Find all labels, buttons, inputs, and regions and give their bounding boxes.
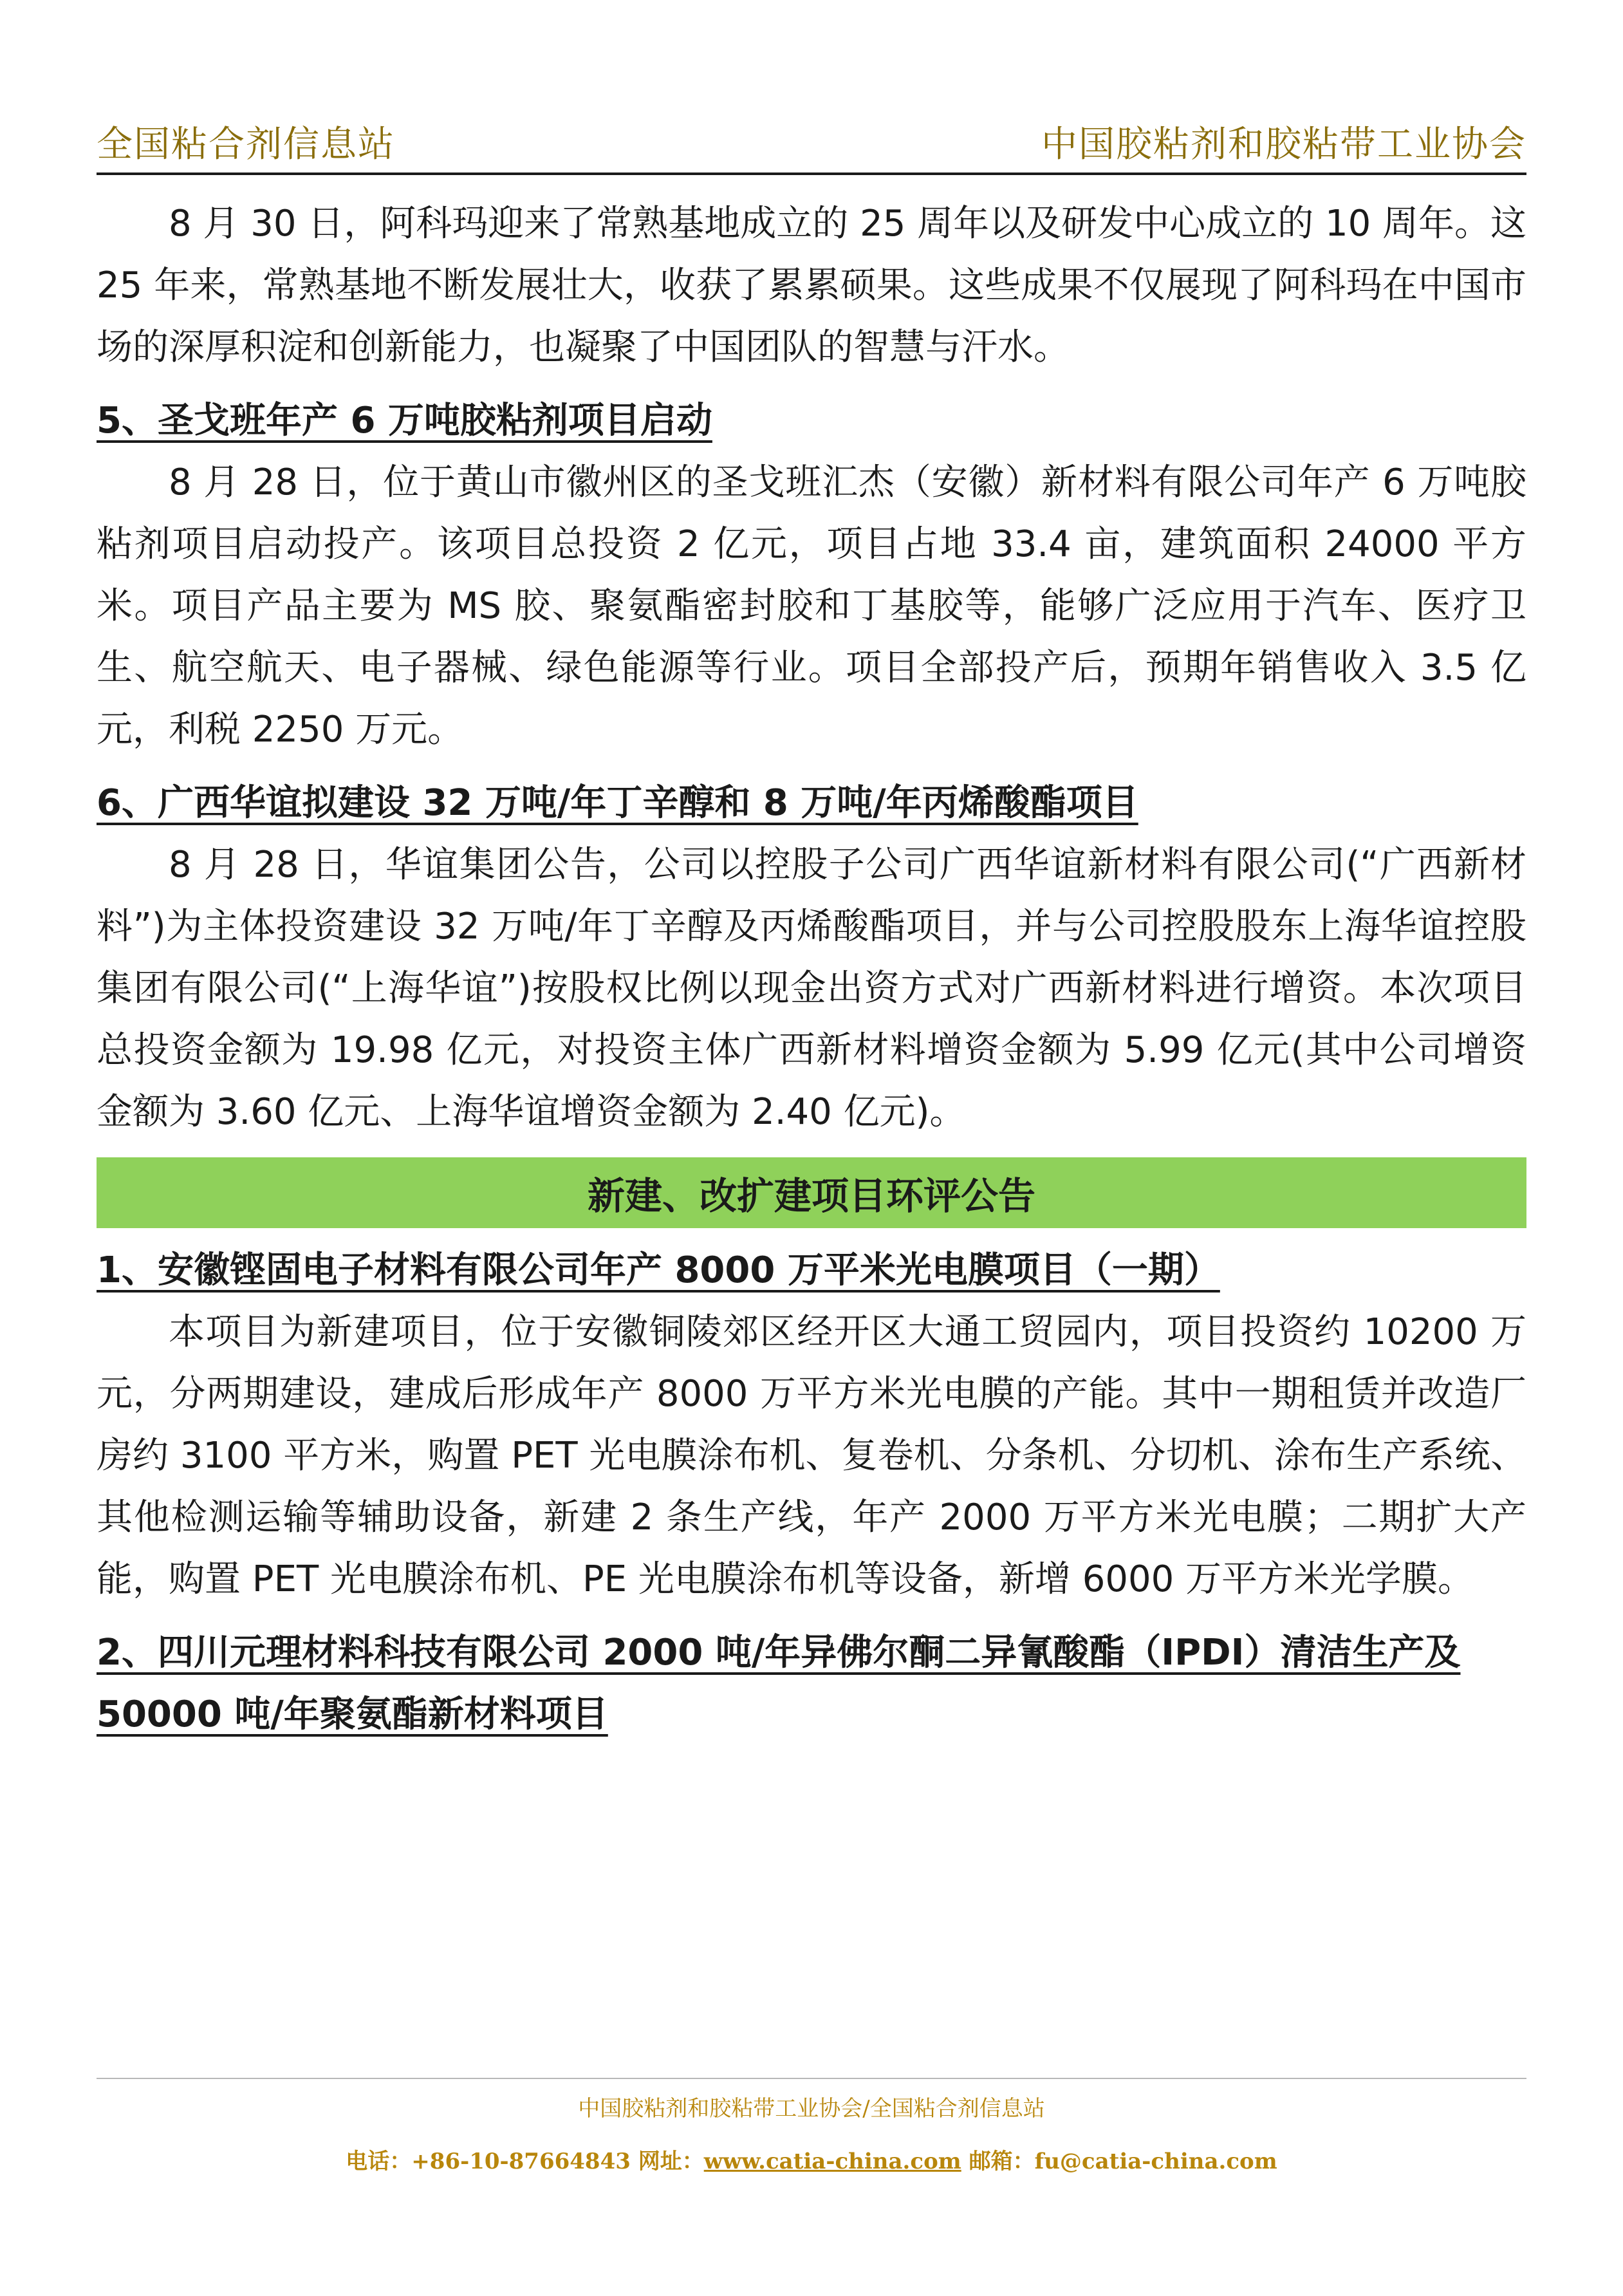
footer-organization: 中国胶粘剂和胶粘带工业协会/全国粘合剂信息站: [578, 2096, 1045, 2122]
footer-contact: [0, 2143, 1623, 2175]
main-content: [97, 193, 1526, 1746]
footer-website-link[interactable]: www.catia-china.com: [703, 2149, 961, 2174]
footer-divider: [97, 2078, 1526, 2079]
eia1-body: 本项目为新建项目，位于安徽铜陵郊区经开区大通工贸园内，项目投资约 10200 万元，分两期建设，建成后形成年产 8000 万平方米光电膜的产能。其中一期租赁并改造厂房约 3100 平方米，购置 PET 光电膜涂布机、复卷机、分条机、分切机、涂布生产系统、其他检测运输等辅助设备，新建 2 条生产线，年产 2000 万平方米光电膜；二期扩大产能，购置 PET 光电膜涂布机、PE 光电膜涂布机等设备，新增 6000 万平方米光学膜。: [97, 1311, 1526, 1600]
section5-body: 8 月 28 日，位于黄山市徽州区的圣戈班汇杰（安徽）新材料有限公司年产 6 万吨胶粘剂项目启动投产。该项目总投资 2 亿元，项目占地 33.4 亩，建筑面积 24000 平方米。项目产品主要为 MS 胶、聚氨酯密封胶和丁基胶等，能够广泛应用于汽车、医疗卫生、航空航天、电子器械、绿色能源等行业。项目全部投产后，预期年销售收入 3.5 亿元，利税 2250 万元。: [97, 462, 1526, 751]
section6-heading: [97, 772, 1526, 834]
intro-paragraph: 8 月 30 日，阿科玛迎来了常熟基地成立的 25 周年以及研发中心成立的 10 周年。这 25 年来，常熟基地不断发展壮大，收获了累累硕果。这些成果不仅展现了阿科玛在中国市场的深厚积淀和创新能力，也凝聚了中国团队的智慧与汗水。: [97, 203, 1527, 368]
header-association-name: 中国胶粘剂和胶粘带工业协会: [1041, 124, 1526, 165]
eia1-heading: [97, 1240, 1526, 1302]
eia2-heading: [97, 1622, 1526, 1746]
footer-phone: 电话：+86-10-87664843 网址：: [346, 2149, 704, 2174]
header-divider: [97, 173, 1526, 175]
eia1-heading-text: 1、安徽铿固电子材料有限公司年产 8000 万平米光电膜项目（一期）: [97, 1249, 1220, 1291]
header-site-name: 全国粘合剂信息站: [97, 124, 395, 165]
section6-body: 8 月 28 日，华谊集团公告，公司以控股子公司广西华谊新材料有限公司(“广西新材料”)为主体投资建设 32 万吨/年丁辛醇及丙烯酸酯项目，并与公司控股股东上海华谊控股集团有限公司(“上海华谊”)按股权比例以现金出资方式对广西新材料进行增资。本次项目总投资金额为 19.98 亿元，对投资主体广西新材料增资金额为 5.99 亿元(其中公司增资金额为 3.60 亿元、上海华谊增资金额为 2.40 亿元)。: [97, 844, 1526, 1133]
eia2-heading-text: 2、四川元理材料科技有限公司 2000 吨/年异佛尔酮二异氰酸酯（IPDI）清洁生产及 50000 吨/年聚氨酯新材料项目: [97, 1632, 1461, 1735]
eia-section-band: 新建、改扩建项目环评公告: [97, 1157, 1526, 1228]
section6-heading-text: 6、广西华谊拟建设 32 万吨/年丁辛醇和 8 万吨/年丙烯酸酯项目: [97, 782, 1138, 824]
section5-heading-text: 5、圣戈班年产 6 万吨胶粘剂项目启动: [97, 400, 712, 442]
section5-heading: [97, 390, 1526, 452]
footer-email: 邮箱：fu@catia-china.com: [961, 2149, 1277, 2174]
